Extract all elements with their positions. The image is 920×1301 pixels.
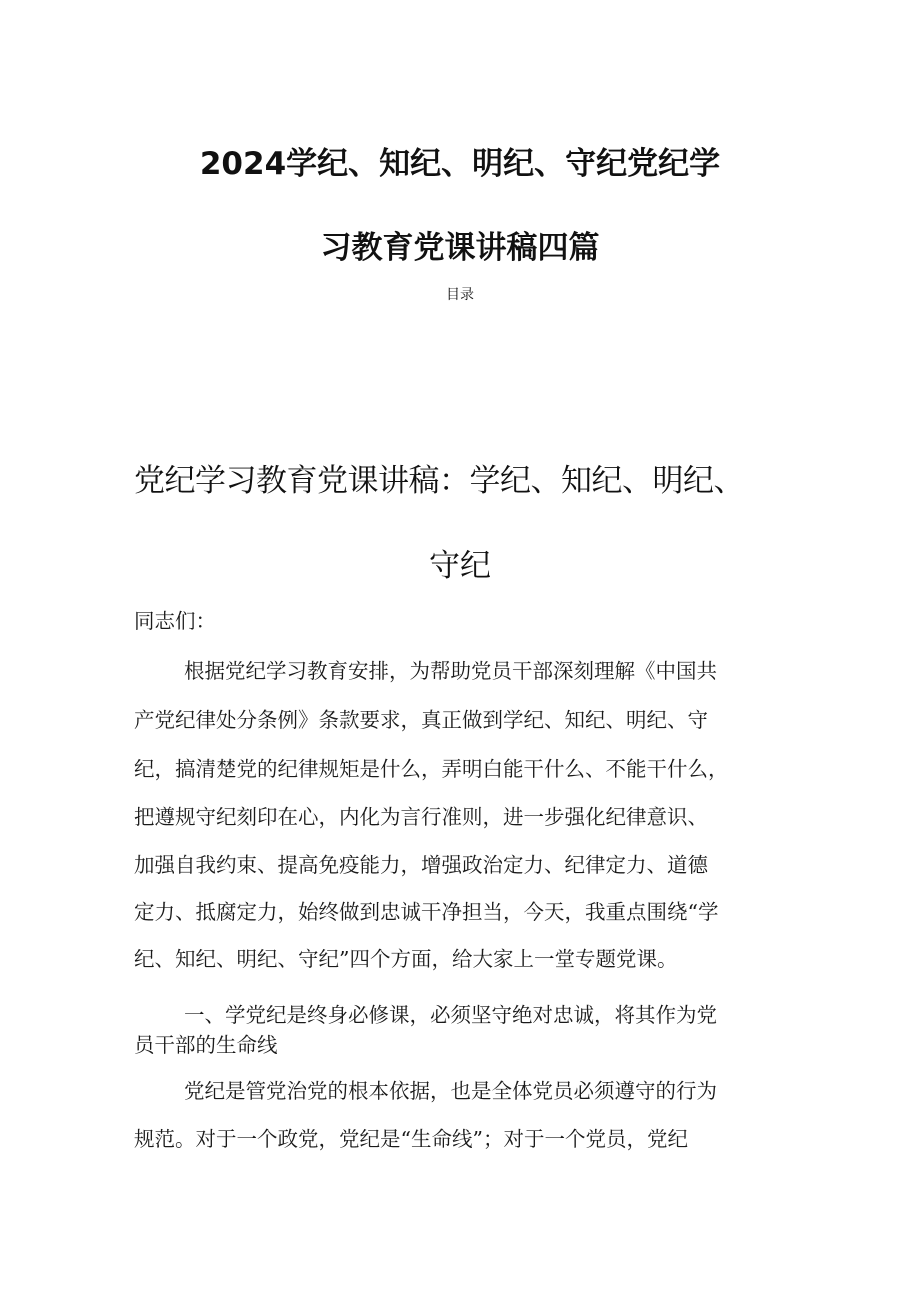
section-heading-line: 一、学党纪是终身必修课，必须坚守绝对忠诚，将其作为党 [184, 1003, 717, 1027]
document-title-line-2: 习教育党课讲稿四篇 [320, 230, 600, 266]
article-title-line-1: 党纪学习教育党课讲稿：学纪、知纪、明纪、 [134, 463, 744, 499]
paragraph-line: 加强自我约束、提高免疫能力，增强政治定力、纪律定力、道德 [134, 853, 708, 877]
paragraph-line: 产党纪律处分条例》条款要求，真正做到学纪、知纪、明纪、守 [134, 708, 708, 732]
paragraph-line: 把遵规守纪刻印在心，内化为言行准则，进一步强化纪律意识、 [134, 805, 708, 829]
paragraph-line: 规范。对于一个政党，党纪是“生命线”；对于一个党员，党纪 [134, 1127, 688, 1151]
paragraph-line: 纪，搞清楚党的纪律规矩是什么，弄明白能干什么、不能干什么， [134, 757, 729, 781]
paragraph-line: 纪、知纪、明纪、守纪”四个方面，给大家上一堂专题党课。 [134, 947, 678, 971]
section-heading-line: 员干部的生命线 [134, 1033, 278, 1057]
document-title-line-1: 2024学纪、知纪、明纪、守纪党纪学 [199, 146, 721, 182]
article-title-line-2: 守纪 [429, 548, 491, 584]
paragraph-line: 根据党纪学习教育安排，为帮助党员干部深刻理解《中国共 [184, 659, 717, 683]
paragraph-line: 党纪是管党治党的根本依据，也是全体党员必须遵守的行为 [184, 1079, 717, 1103]
table-of-contents-label: 目录 [446, 287, 474, 303]
salutation: 同志们： [134, 609, 216, 633]
paragraph-line: 定力、抵腐定力，始终做到忠诚干净担当，今天，我重点围绕“学 [134, 900, 719, 924]
